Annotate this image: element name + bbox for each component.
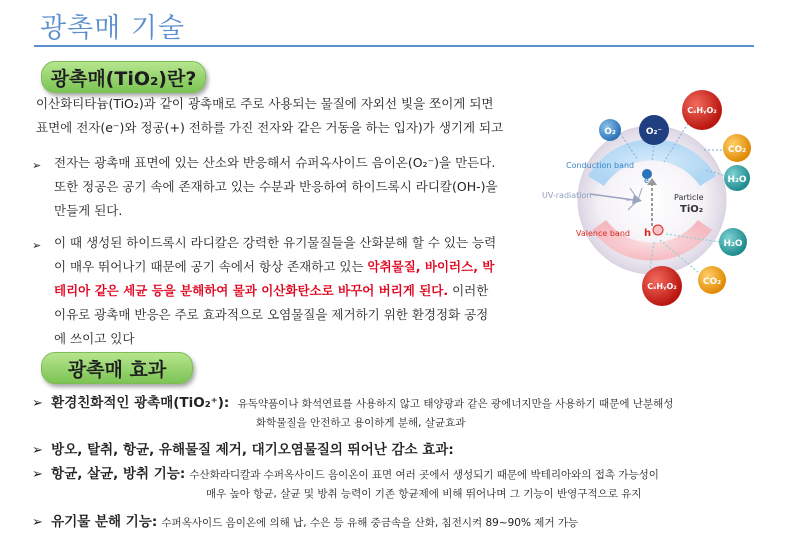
bullet2-line-3-highlight: 테리아 같은 세균 등을 분해하여 물과 이산화탄소로 바꾸어 버리게 된다.: [54, 283, 449, 298]
effect-3-title: 항균, 살균, 방취 기능:: [51, 466, 186, 482]
bullet2-line-2-highlight: 악취물질, 바이러스, 박: [367, 259, 495, 274]
title-divider: [34, 45, 754, 47]
effect-4-title: 유기물 분해 기능:: [51, 514, 158, 530]
h2o-bottom-label: H₂O: [723, 239, 743, 249]
bullet2-line-2-plain: 이 매우 뛰어나기 때문에 공기 속에서 항상 존재하고 있는: [54, 259, 368, 274]
bullet2-line-3-plain: 이러한: [448, 283, 489, 298]
organic-top-label: CₓHᵧO₂: [687, 106, 717, 115]
bullet1-line-1: 전자는 광촉매 표면에 있는 산소와 반응해서 슈퍼옥사이드 음이온(O₂⁻)을 만든다.: [54, 155, 496, 170]
bullet-arrow-icon: ➢: [32, 443, 52, 458]
uv-label: UV-radiation: [542, 191, 592, 200]
hole-dot: [653, 225, 663, 235]
effect-2-title: 방오, 탈취, 항균, 유해물질 제거, 대기오염물질의 뛰어난 감소 효과:: [51, 442, 454, 458]
valence-band-label: Valence band: [576, 229, 630, 238]
o2-label: O₂: [604, 127, 616, 137]
organic-bottom-label: CₓHᵧO₂: [647, 282, 677, 291]
effect-3: [32, 462, 659, 482]
section-heading-what-is: 광촉매(TiO₂)란?: [41, 61, 206, 93]
effect-1-desc-cont: 화학물질을 안전하고 용이하게 분해, 살균효과: [256, 417, 466, 429]
bullet2-line-2: [54, 255, 494, 279]
bullet-arrow-icon: ➢: [32, 396, 52, 411]
bullet-arrow-icon: ➢: [32, 159, 42, 172]
bullet-arrow-icon: ➢: [32, 467, 52, 482]
electron-label: e: [644, 176, 649, 185]
co2-top-label: CO₂: [727, 145, 747, 155]
bullet-arrow-icon: ➢: [32, 239, 42, 252]
effect-4-desc: 수퍼옥사이드 음이온에 의해 납, 수은 등 유해 중금속을 산화, 침전시켜 89~90% 제거 가능: [161, 517, 579, 529]
particle-label: Particle: [674, 193, 704, 202]
bullet1-line-2: 또한 정공은 공기 속에 존재하고 있는 수분과 반응하여 하이드록시 라디칼(OH-)을: [54, 179, 498, 194]
o2-anion-label: O₂⁻: [645, 127, 663, 137]
section-heading-effects: 광촉매 효과: [41, 352, 193, 384]
effect-3-desc: 수산화라디칼과 수퍼옥사이드 음이온이 표면 여러 곳에서 생성되기 때문에 박테리아와의 접촉 가능성이: [189, 469, 659, 481]
conduction-band-text: Conduction band: [566, 161, 635, 170]
bullet-arrow-icon: ➢: [32, 515, 52, 530]
effect-1: [32, 391, 673, 411]
co2-bottom-label: CO₂: [702, 277, 722, 287]
conduction-band-label: [566, 161, 634, 170]
bullet2-line-3: [54, 279, 488, 303]
intro-line-1: 이산화티타늄(TiO₂)과 같이 광촉매로 주로 사용되는 물질에 자외선 빛을 쪼이게 되면: [36, 96, 494, 111]
page-title: 광촉매 기술: [40, 13, 185, 44]
effect-1-title: 환경친화적인 광촉매(TiO₂⁺):: [51, 395, 230, 411]
bullet2-line-1: 이 때 생성된 하이드록시 라디칼은 강력한 유기물질들을 산화분해 할 수 있는 능력: [54, 235, 497, 250]
bullet1-line-3: 만들게 된다.: [54, 203, 123, 218]
effect-2: [32, 438, 454, 458]
intro-line-2: 표면에 전자(e⁻)와 정공(+) 전하를 가진 전자와 같은 거동을 하는 입자)가 생기게 되고: [36, 120, 504, 135]
h2o-top-label: H₂O: [727, 175, 747, 185]
photocatalysis-diagram: [530, 90, 770, 310]
tio2-label: TiO₂: [680, 204, 704, 215]
effect-1-desc: 유독약품이나 화석연료를 사용하지 않고 태양광과 같은 광에너지만을 사용하기 때문에 난분해성: [237, 398, 674, 410]
bullet2-line-4: 이유로 광촉매 반응은 주로 효과적으로 오염물질을 제거하기 위한 환경정화 공정: [54, 307, 489, 322]
effect-4: [32, 510, 578, 530]
bullet2-line-5: 에 쓰이고 있다: [54, 331, 135, 346]
hole-label: h: [644, 228, 652, 239]
effect-3-desc-cont: 매우 높아 항균, 살균 및 방취 능력이 기존 항균제에 비해 뛰어나며 그 기능이 반영구적으로 유지: [206, 488, 642, 500]
